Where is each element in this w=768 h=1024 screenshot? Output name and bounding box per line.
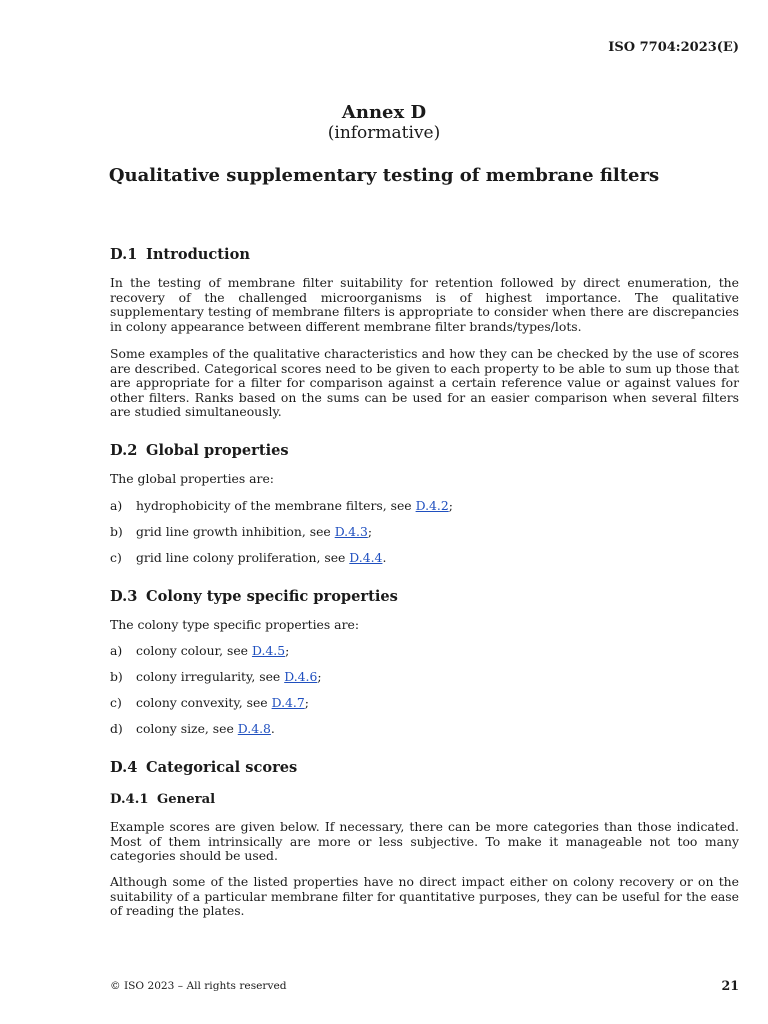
list-item bbox=[110, 695, 309, 710]
cross-reference-link[interactable]: D.4.6 bbox=[284, 669, 318, 684]
section-heading-d1 bbox=[110, 246, 250, 263]
paragraph: Although some of the listed properties have no direct impact either on colony recovery or on the suitability of a particular membrane filter for quantitative purposes, they can be useful for the ease of reading the plates. bbox=[110, 874, 739, 919]
list-marker: c) bbox=[110, 695, 122, 710]
section-number: D.3 bbox=[110, 588, 138, 605]
cross-reference-link[interactable]: D.4.2 bbox=[415, 498, 449, 513]
section-heading-d2 bbox=[110, 442, 289, 459]
list-marker: b) bbox=[110, 524, 123, 539]
annex-heading: Qualitative supplementary testing of membrane filters bbox=[108, 165, 660, 186]
paragraph: In the testing of membrane filter suitability for retention followed by direct enumeration, the recovery of the challenged microorganisms is of highest importance. The qualitative supplementary testing of membrane filters is appropriate to consider when there are discrepancies in colony appearance between different membrane filter brands/types/lots. bbox=[110, 275, 739, 334]
list-item-text: hydrophobicity of the membrane filters, see bbox=[136, 498, 416, 513]
cross-reference-link[interactable]: D.4.7 bbox=[271, 695, 305, 710]
list-item bbox=[110, 550, 386, 565]
list-item-text: colony size, see bbox=[136, 721, 238, 736]
copyright-notice: © ISO 2023 – All rights reserved bbox=[110, 980, 287, 992]
cross-reference-link[interactable]: D.4.3 bbox=[334, 524, 368, 539]
list-item-text: colony irregularity, see bbox=[136, 669, 285, 684]
cross-reference-link[interactable]: D.4.8 bbox=[237, 721, 271, 736]
section-title: Global properties bbox=[146, 442, 289, 459]
section-body-d1 bbox=[110, 276, 739, 334]
section-title: Categorical scores bbox=[146, 759, 298, 776]
paragraph: Some examples of the qualitative characteristics and how they can be checked by the use of scores are described. Categorical scores need to be given to each property to be able to sum up those that are appropriate for a filter for comparison against a certain reference value or against values for other filters. Ranks based on the sums can be used for an easier comparison when several filters are studied simultaneously. bbox=[110, 346, 739, 420]
section-number: D.1 bbox=[110, 246, 138, 263]
list-item-text: colony convexity, see bbox=[136, 695, 272, 710]
list-item-text: grid line growth inhibition, see bbox=[136, 524, 335, 539]
section-number: D.4 bbox=[110, 759, 138, 776]
section-title: Introduction bbox=[146, 246, 250, 263]
subsection-title: General bbox=[157, 792, 216, 807]
list-item-punct: ; bbox=[304, 695, 309, 710]
subsection-number: D.4.1 bbox=[110, 792, 149, 807]
document-id: ISO 7704:2023(E) bbox=[608, 40, 739, 55]
list-marker: b) bbox=[110, 669, 123, 684]
section-heading-d3 bbox=[110, 588, 398, 605]
list-marker: d) bbox=[110, 721, 123, 736]
list-item bbox=[110, 524, 372, 539]
list-marker: a) bbox=[110, 498, 123, 513]
list-marker: a) bbox=[110, 643, 123, 658]
list-intro: The colony type specific properties are: bbox=[110, 617, 359, 632]
section-heading-d4 bbox=[110, 759, 297, 776]
section-title: Colony type specific properties bbox=[146, 588, 398, 605]
section-body-d1-second bbox=[110, 347, 739, 420]
subsection-body-d41 bbox=[110, 820, 739, 864]
subsection-heading-d41 bbox=[110, 792, 215, 807]
list-item-punct: ; bbox=[317, 669, 322, 684]
list-item-punct: ; bbox=[448, 498, 453, 513]
annex-type: (informative) bbox=[327, 123, 441, 143]
list-item bbox=[110, 643, 289, 658]
cross-reference-link[interactable]: D.4.5 bbox=[251, 643, 286, 658]
paragraph: Example scores are given below. If necessary, there can be more categories than those indicated. Most of them intrinsically are more or less subjective. To make it manageable not too many categories should be used. bbox=[110, 819, 739, 864]
list-item-punct: . bbox=[382, 550, 387, 565]
list-item-punct: . bbox=[270, 721, 275, 736]
list-item bbox=[110, 721, 275, 736]
subsection-body-d41-second bbox=[110, 875, 739, 919]
cross-reference-link[interactable]: D.4.4 bbox=[349, 550, 383, 565]
section-number: D.2 bbox=[110, 442, 138, 459]
list-item bbox=[110, 498, 453, 513]
list-item-punct: ; bbox=[367, 524, 373, 539]
list-item bbox=[110, 669, 322, 684]
list-item-text: colony colour, see bbox=[136, 643, 252, 658]
list-item-punct: ; bbox=[285, 643, 290, 658]
annex-title: Annex D bbox=[341, 102, 427, 123]
page-number: 21 bbox=[721, 978, 739, 993]
list-marker: c) bbox=[110, 550, 122, 565]
list-intro: The global properties are: bbox=[110, 471, 274, 486]
list-item-text: grid line colony proliferation, see bbox=[136, 550, 350, 565]
